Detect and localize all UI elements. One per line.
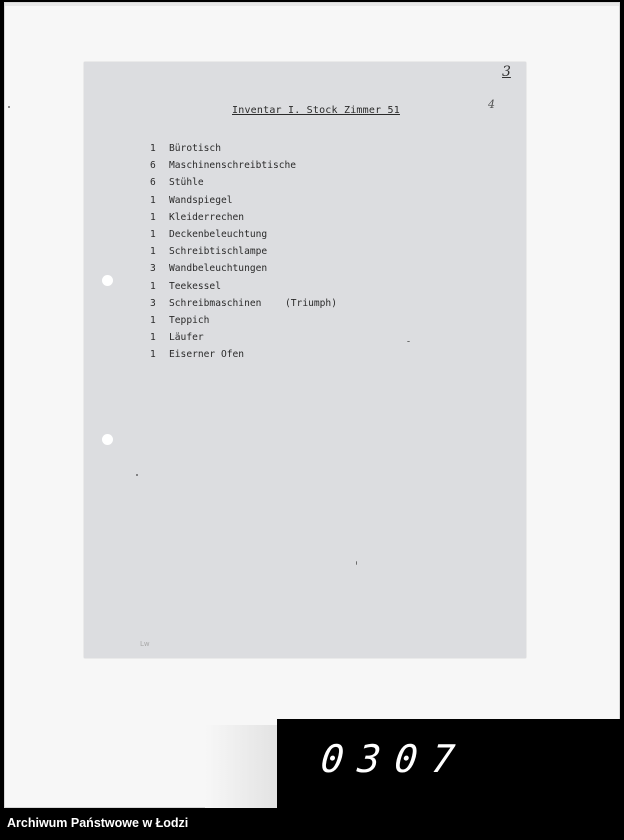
dust-speck xyxy=(407,341,410,342)
list-item xyxy=(150,157,296,174)
item-quantity: 1 xyxy=(150,280,156,292)
list-item xyxy=(150,260,296,277)
pencil-mark: Lw xyxy=(140,640,150,648)
item-name: Teppich xyxy=(169,314,210,326)
list-item xyxy=(150,192,296,209)
item-quantity: 1 xyxy=(150,332,156,344)
list-item xyxy=(150,209,296,226)
item-name: Deckenbeleuchtung xyxy=(169,228,268,240)
item-name: Wandspiegel xyxy=(169,194,233,206)
item-quantity: 1 xyxy=(150,194,156,206)
punch-hole-top xyxy=(102,275,113,286)
list-item xyxy=(150,295,337,312)
inventory-list xyxy=(150,140,337,363)
item-name: Schreibtischlampe xyxy=(169,246,268,258)
frame-counter-panel xyxy=(277,719,624,808)
item-quantity: 6 xyxy=(150,160,156,172)
item-name: Läufer xyxy=(169,332,204,344)
dust-speck xyxy=(8,106,10,108)
item-name: Schreibmaschinen xyxy=(169,297,262,309)
item-name: Teekessel xyxy=(169,280,221,292)
item-quantity: 1 xyxy=(150,246,156,258)
item-name: Kleiderrechen xyxy=(169,211,245,223)
item-quantity: 1 xyxy=(150,228,156,240)
archive-footer xyxy=(0,808,624,840)
item-name: Eiserner Ofen xyxy=(169,349,245,361)
item-quantity: 3 xyxy=(150,297,156,309)
document-title: Inventar I. Stock Zimmer 51 xyxy=(232,105,400,116)
item-quantity: 1 xyxy=(150,314,156,326)
page-number-top: 3 xyxy=(502,64,511,80)
dust-speck xyxy=(136,474,138,476)
item-name: Bürotisch xyxy=(169,143,221,154)
frame-edge xyxy=(5,3,619,6)
frame-counter: 0307 xyxy=(318,737,471,781)
page-number-handwritten: 4 xyxy=(488,98,495,111)
item-name: Maschinenschreibtische xyxy=(169,160,297,172)
item-quantity: 1 xyxy=(150,211,156,223)
list-item xyxy=(150,174,296,191)
dust-speck xyxy=(356,561,357,565)
punch-hole-bottom xyxy=(102,434,113,445)
item-quantity: 1 xyxy=(150,349,156,361)
item-name: Stühle xyxy=(169,177,204,189)
list-item xyxy=(150,312,296,329)
list-item xyxy=(150,329,296,346)
list-item xyxy=(150,346,296,363)
list-item xyxy=(150,278,296,295)
archive-name: Archiwum Państwowe w Łodzi xyxy=(7,816,189,830)
item-quantity: 1 xyxy=(150,143,156,154)
item-note: (Triumph) xyxy=(285,297,337,309)
list-item xyxy=(150,140,296,157)
list-item xyxy=(150,226,296,243)
item-quantity: 6 xyxy=(150,177,156,189)
counter-shadow xyxy=(205,725,277,808)
item-quantity: 3 xyxy=(150,263,156,275)
item-name: Wandbeleuchtungen xyxy=(169,263,268,275)
list-item xyxy=(150,243,296,260)
